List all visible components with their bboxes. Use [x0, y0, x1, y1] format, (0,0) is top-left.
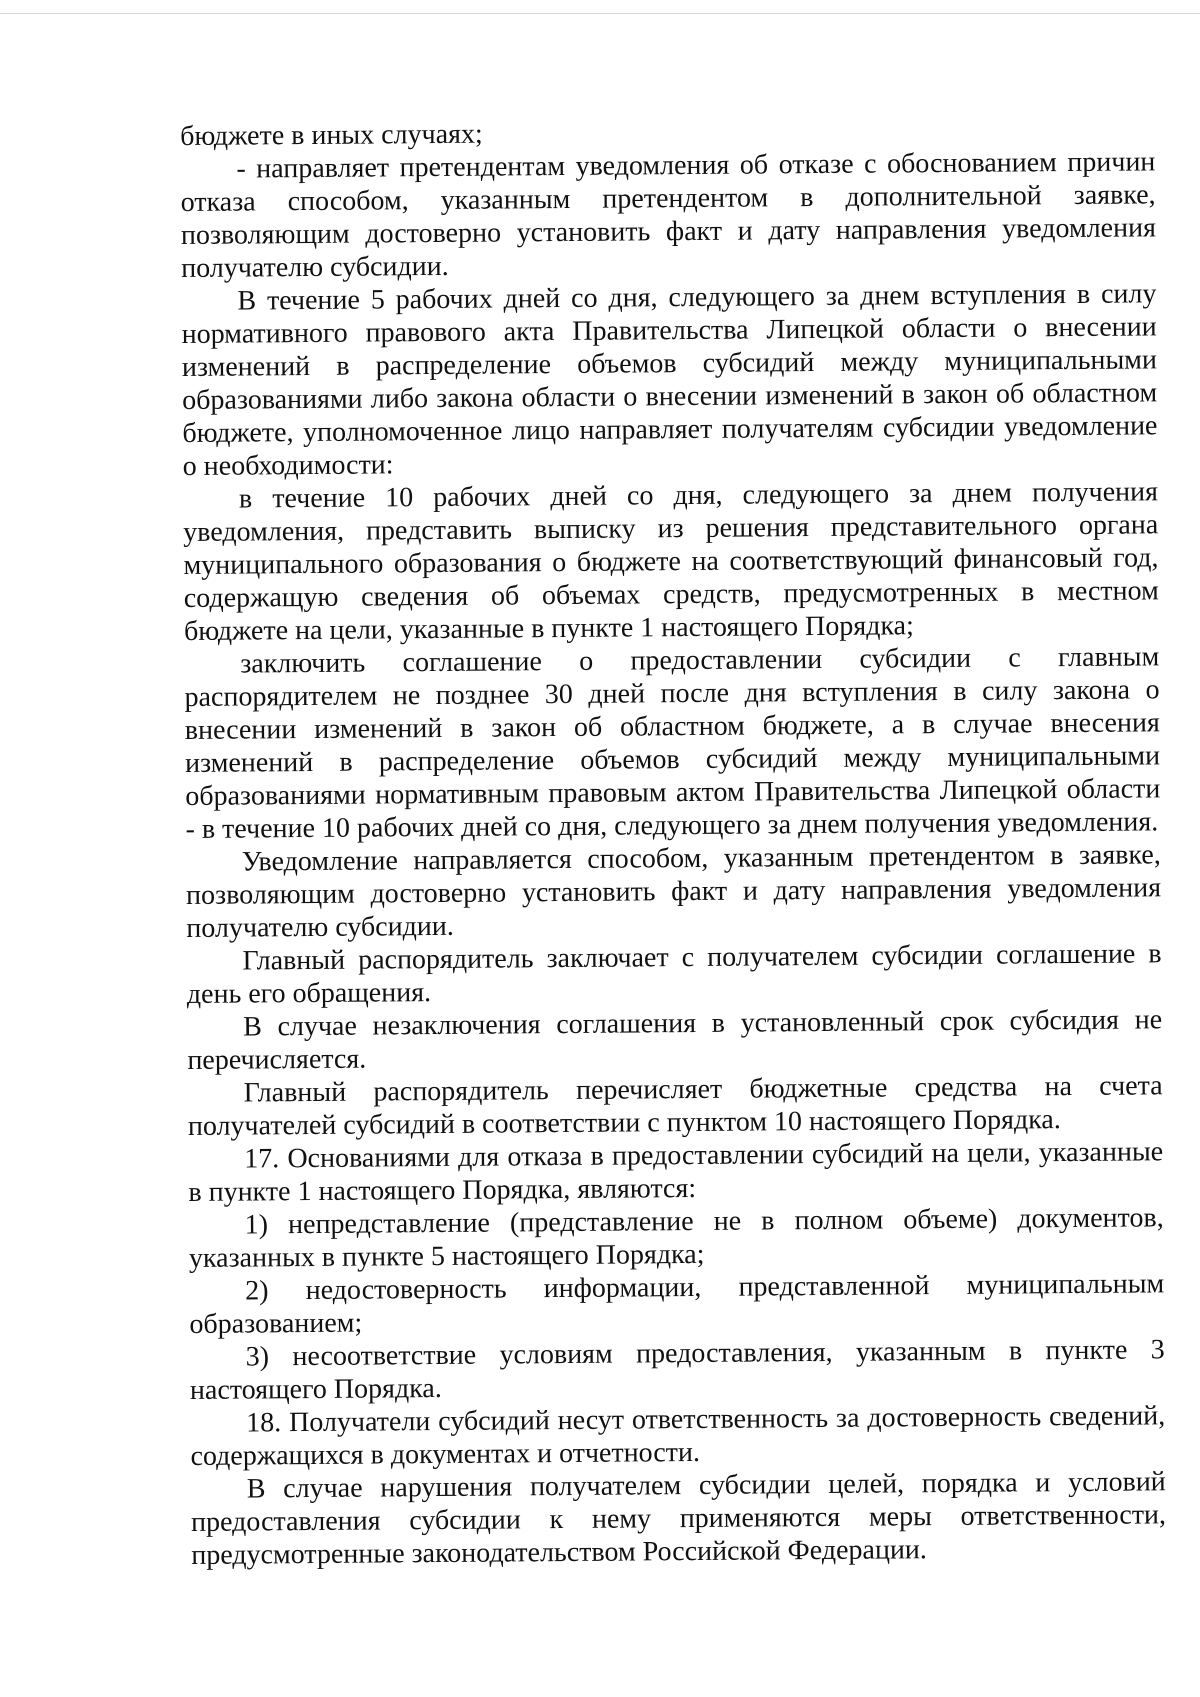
document-body [180, 112, 1166, 1572]
paragraph-ground-2: 2) недостоверность информации, представленной муниципальным образованием; [189, 1268, 1165, 1340]
paragraph-transfer: Главный распорядитель перечисляет бюджетные средства на счета получателей субсидий в соответствии с пунктом 10 настоящего Порядка. [187, 1070, 1163, 1142]
paragraph-refusal-notice: - направляет претендентам уведомления об отказе с обоснованием причин отказа способом, указанным претендентом в дополнительной заявке, позволяющим достоверно установить факт и дату направления уведомления получателю субсидии. [180, 146, 1156, 284]
paragraph-extract-submission: в течение 10 рабочих дней со дня, следующего за днем получения уведомления, представить выписку из решения представительного органа муниципального образования о бюджете на соответствующий финансовый год, содержащую сведения об объемах средств, предусмотренных в местном бюджете на цели, указанные в пункте 1 настоящего Порядка; [183, 476, 1159, 647]
paragraph-ground-1: 1) непредставление (представление не в полном объеме) документов, указанных в пункте 5 настоящего Порядка; [188, 1202, 1164, 1274]
paragraph-notification-method: Уведомление направляется способом, указанным претендентом в заявке, позволяющим достоверно установить факт и дату направления уведомления получателю субсидии. [185, 839, 1162, 944]
paragraph-ground-3: 3) несоответствие условиям предоставления, указанным в пункте 3 настоящего Порядка. [189, 1334, 1165, 1406]
scan-edge-line [0, 13, 1200, 14]
paragraph-agreement-deadline: заключить соглашение о предоставлении субсидии с главным распорядителем не позднее 30 дней после дня вступления в силу закона о внесении изменений в закон об областном бюджете, а в случае внесения изменений в распределение объемов субсидий между муниципальными образованиями нормативным правовым актом Правительства Липецкой области - в течение 10 рабочих дней со дня, следующего за днем получения уведомления. [184, 641, 1161, 845]
paragraph-continuation: бюджете в иных случаях; [180, 118, 483, 152]
paragraph-non-conclusion: В случае незаключения соглашения в установленный срок субсидия не перечисляется. [187, 1004, 1163, 1076]
paragraph-liability: В случае нарушения получателем субсидии целей, порядка и условий предоставления субсидии к нему применяются меры ответственности, предусмотренные законодательством Российской Федерации. [190, 1466, 1167, 1571]
paragraph-five-days: В течение 5 рабочих дней со дня, следующего за днем вступления в силу нормативного правового акта Правительства Липецкой области о внесении изменений в распределение объемов субсидий между муниципальными образованиями либо закона области о внесении изменений в закон об областном бюджете, уполномоченное лицо направляет получателям субсидии уведомление о необходимости: [181, 278, 1158, 482]
paragraph-agreement-day: Главный распорядитель заключает с получателем субсидии соглашение в день его обращения. [186, 938, 1162, 1010]
paragraph-item-18: 18. Получатели субсидий несут ответственность за достоверность сведений, содержащихся в документах и отчетности. [190, 1400, 1166, 1472]
paragraph-item-17: 17. Основаниями для отказа в предоставлении субсидий на цели, указанные в пункте 1 настоящего Порядка, являются: [188, 1136, 1164, 1208]
